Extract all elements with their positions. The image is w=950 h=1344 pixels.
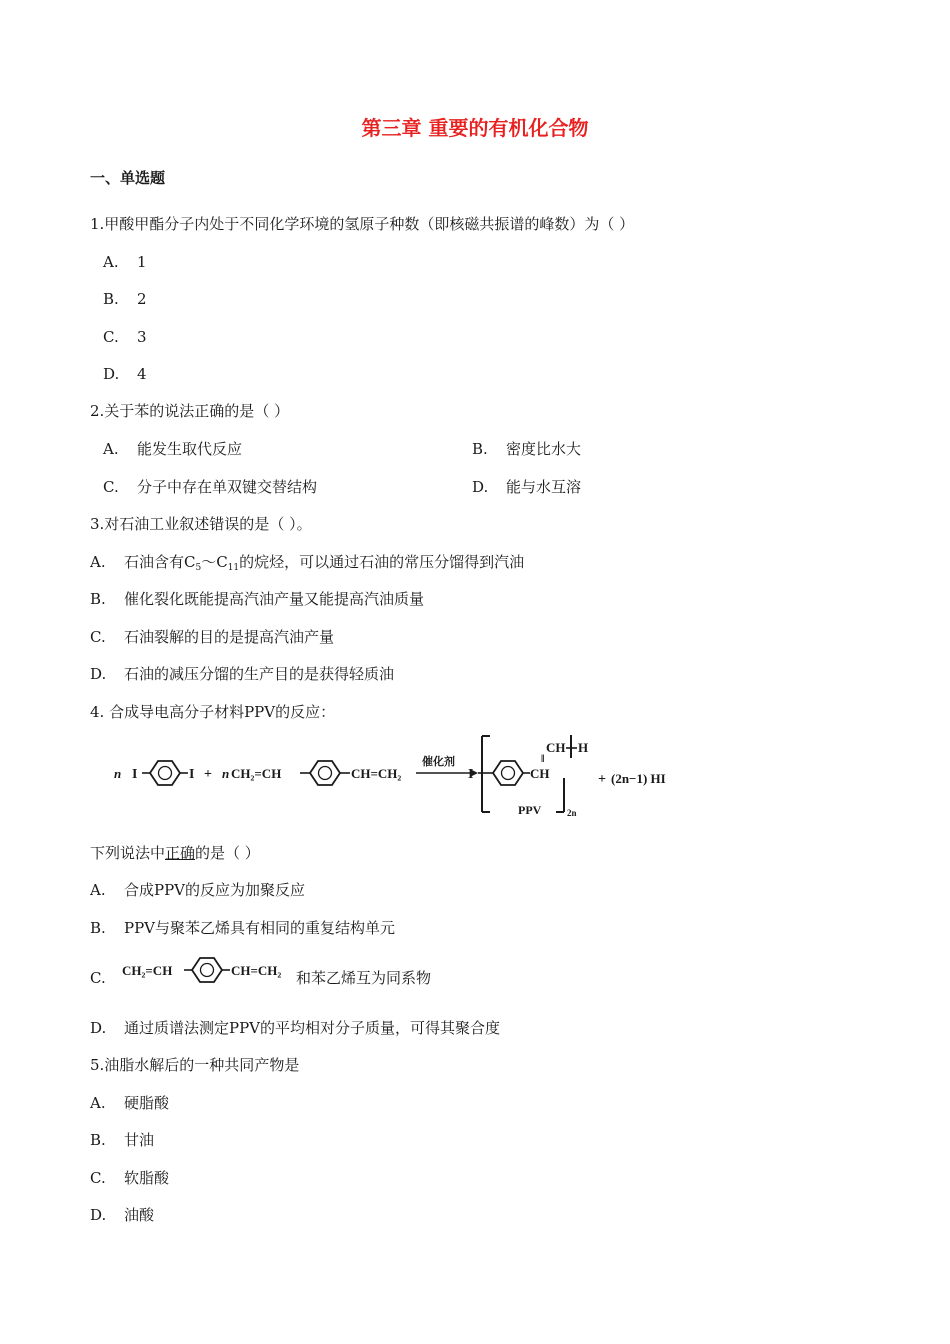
option-label: D. <box>472 478 489 496</box>
option-label: C. <box>90 628 106 646</box>
option-label: B. <box>103 290 119 308</box>
iodine-left: I <box>132 767 138 782</box>
q4-option-b[interactable] <box>90 918 395 938</box>
q1-option-d[interactable] <box>103 364 147 384</box>
ppv-label: PPV <box>518 803 542 817</box>
option-label: D. <box>103 365 120 383</box>
lead-text: 的是（ ） <box>195 844 260 862</box>
q1-option-c[interactable] <box>103 327 147 347</box>
catalyst-label: 催化剂 <box>422 756 455 768</box>
vinyl-group-right: CH=CH₂ <box>351 766 402 781</box>
option-text-post: 的烷烃，可以通过石油的常压分馏得到汽油 <box>239 553 525 571</box>
page-title: 第三章 重要的有机化合物 <box>361 116 589 140</box>
option-text: 合成PPV的反应为加聚反应 <box>124 881 306 899</box>
q4-option-a[interactable] <box>90 880 305 900</box>
q4-option-c-label[interactable]: C. <box>90 969 106 987</box>
q5-option-b[interactable] <box>90 1130 154 1150</box>
benzene-ring-icon <box>310 761 340 785</box>
coefficient-n: n <box>114 766 122 781</box>
q5-stem: 5.油脂水解后的一种共同产物是 <box>90 1056 300 1074</box>
iodine-right: I <box>189 767 195 782</box>
option-text: 4 <box>137 365 147 383</box>
option-text: 通过质谱法测定PPV的平均相对分子质量，可得其聚合度 <box>124 1019 501 1037</box>
option-text: 油酸 <box>124 1206 155 1224</box>
option-label: B. <box>90 590 106 608</box>
hydrogen-end-group: H <box>578 740 589 755</box>
ch-upper: CH <box>546 740 566 755</box>
option-text: 能发生取代反应 <box>137 440 243 458</box>
vinyl-group-right: CH=CH₂ <box>231 963 282 978</box>
q3-option-b[interactable] <box>90 589 424 609</box>
q2-stem: 2.关于苯的说法正确的是（ ） <box>90 402 290 420</box>
q4-option-c-text: 和苯乙烯互为同系物 <box>296 969 432 987</box>
option-text: 硬脂酸 <box>124 1094 170 1112</box>
plus-sign: + <box>204 767 212 782</box>
option-text-mid: ～C <box>201 553 228 571</box>
option-label: C. <box>90 1169 106 1187</box>
coefficient-n: n <box>222 766 230 781</box>
q3-option-d[interactable] <box>90 664 394 684</box>
q4-option-d[interactable] <box>90 1018 500 1038</box>
q3-stem: 3.对石油工业叙述错误的是（ ）。 <box>90 515 312 533</box>
subscript: 11 <box>227 563 240 573</box>
option-label: A. <box>90 881 106 899</box>
double-bond-mark: ‖ <box>541 753 545 765</box>
option-text: 甘油 <box>124 1131 155 1149</box>
byproduct-hi: (2n−1) HI <box>611 771 666 786</box>
option-text: 1 <box>137 253 147 271</box>
option-label: B. <box>472 440 488 458</box>
option-label: B. <box>90 1131 106 1149</box>
vinyl-group-left: CH₂=CH <box>122 963 173 978</box>
q4-lead-in <box>90 843 260 863</box>
q2-option-d[interactable] <box>472 477 581 497</box>
option-text: 软脂酸 <box>124 1169 170 1187</box>
q5-option-c[interactable] <box>90 1168 169 1188</box>
option-text: 催化裂化既能提高汽油产量又能提高汽油质量 <box>124 590 425 608</box>
benzene-ring-icon <box>150 761 180 785</box>
q3-option-c[interactable] <box>90 627 334 647</box>
ppv-reaction-scheme <box>100 728 690 828</box>
option-label: C. <box>103 478 119 496</box>
q2-option-a[interactable] <box>103 439 242 459</box>
plus-sign: + <box>598 772 606 787</box>
benzene-ring-icon <box>192 958 222 982</box>
option-text: 2 <box>137 290 147 308</box>
divinylbenzene-structure <box>120 954 298 990</box>
q2-option-c[interactable] <box>103 477 317 497</box>
underlined-word: 正确 <box>165 844 196 862</box>
option-label: A. <box>90 553 106 571</box>
option-label: A. <box>103 253 119 271</box>
benzene-ring-icon <box>493 761 523 785</box>
q1-option-a[interactable] <box>103 252 147 272</box>
option-text: 能与水互溶 <box>506 478 582 496</box>
option-text: 密度比水大 <box>506 440 582 458</box>
ch-lower: CH <box>530 766 550 781</box>
option-label: A. <box>90 1094 106 1112</box>
option-text: 石油的减压分馏的生产目的是获得轻质油 <box>124 665 395 683</box>
option-text: 3 <box>137 328 147 346</box>
option-text: PPV与聚苯乙烯具有相同的重复结构单元 <box>124 919 396 937</box>
section-heading: 一、单选题 <box>90 169 166 187</box>
option-label: D. <box>90 1019 107 1037</box>
option-label: C. <box>103 328 119 346</box>
q5-option-d[interactable] <box>90 1205 154 1225</box>
option-label: D. <box>90 665 107 683</box>
option-label: D. <box>90 1206 107 1224</box>
subscript-2n: 2n <box>567 808 577 818</box>
option-text: 石油裂解的目的是提高汽油产量 <box>124 628 335 646</box>
bracket-left-icon <box>482 736 490 812</box>
q4-stem: 4. 合成导电高分子材料PPV的反应： <box>90 703 336 721</box>
option-text: 分子中存在单双键交替结构 <box>137 478 318 496</box>
subscript: 5 <box>195 563 202 573</box>
q5-option-a[interactable] <box>90 1093 169 1113</box>
q1-option-b[interactable] <box>103 289 147 309</box>
option-label: B. <box>90 919 106 937</box>
iodine-end-group: I <box>468 767 474 782</box>
q1-stem: 1.甲酸甲酯分子内处于不同化学环境的氢原子种数（即核磁共振谱的峰数）为（ ） <box>90 215 635 233</box>
vinyl-group-left: CH₂=CH <box>231 766 282 781</box>
bracket-right-icon <box>556 778 564 812</box>
option-label: A. <box>103 440 119 458</box>
q2-option-b[interactable] <box>472 439 581 459</box>
q3-option-a[interactable] <box>90 552 524 578</box>
option-text-pre: 石油含有C <box>124 553 196 571</box>
lead-text: 下列说法中 <box>90 844 166 862</box>
